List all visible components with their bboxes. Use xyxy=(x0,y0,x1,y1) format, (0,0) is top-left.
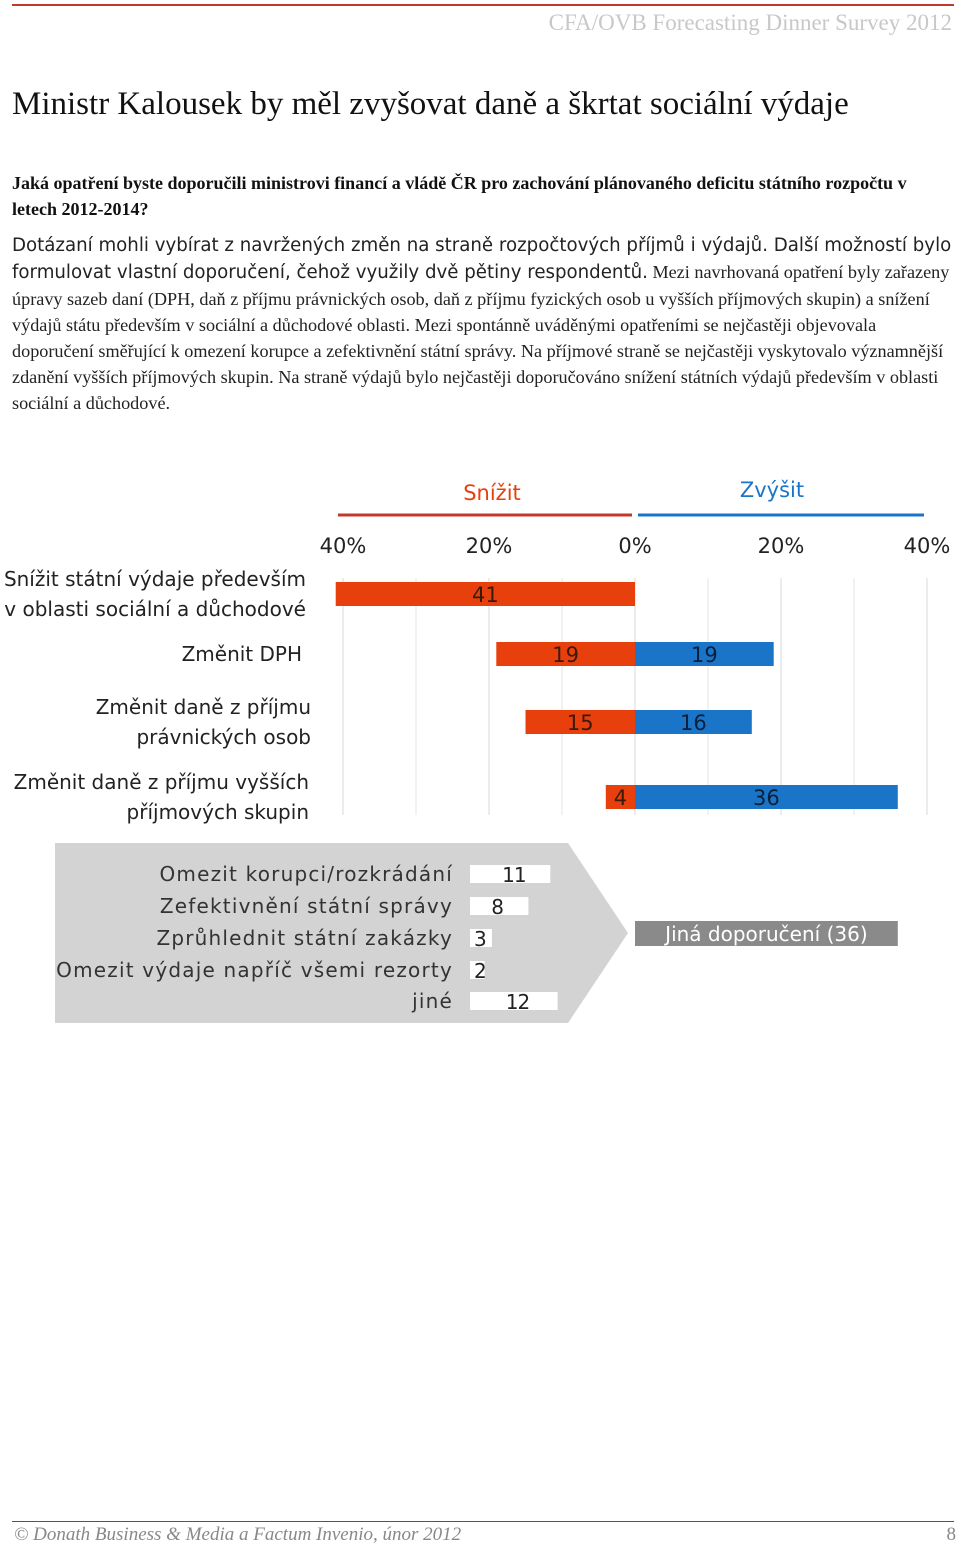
category-label: právnických osob xyxy=(136,725,311,749)
bar-decrease-value: 19 xyxy=(552,643,580,667)
category-label: příjmových skupin xyxy=(126,800,309,824)
diverging-bar-chart xyxy=(0,470,960,1030)
axis-tick-label: 40% xyxy=(319,534,367,558)
paragraph-body: Mezi navrhovaná opatření byly zařazeny úpravy sazeb daní (DPH, daň z příjmu právnických osob, daň z příjmu fyzických osob u vyšších příjmových skupin) a snížení výdajů státu především v sociální a důchodové oblasti. Mezi spontánně uváděnými opatřeními se nejčastěji objevovala doporučení směřující k omezení korupce a zefektivnění státní správy. Na příjmové straně se nejčastěji vyskytovalo významnější zdanění vyšších příjmových skupin. Na straně výdajů bylo nejčastěji doporučováno snížení státních výdajů především v oblasti sociální a důchodové. xyxy=(12,262,950,413)
bar-increase-value: 36 xyxy=(753,786,780,810)
header-rule xyxy=(12,4,954,6)
category-label: Změnit DPH xyxy=(181,642,302,666)
page-number: 8 xyxy=(946,1524,956,1545)
survey-question: Jaká opatření byste doporučili ministrovi financí a vládě ČR pro zachování plánovaného deficitu státního rozpočtu v letech 2012-2014? xyxy=(12,173,907,219)
other-item-value: 8 xyxy=(491,895,503,919)
page-title: Ministr Kalousek by měl zvyšovat daně a škrtat sociální výdaje xyxy=(12,86,849,122)
bar-decrease-value: 41 xyxy=(471,583,499,607)
axis-tick-label: 40% xyxy=(903,534,951,558)
footer-copyright: © Donath Business & Media a Factum Invenio, únor 2012 xyxy=(14,1524,462,1545)
paragraph-intro: Dotázaní mohli vybírat z navržených změn na straně rozpočtových příjmů i výdajů. Další možností bylo formulovat vlastní doporučení, čehož využily dvě pětiny respondentů. xyxy=(12,235,952,283)
bar-decrease-value: 4 xyxy=(613,786,628,810)
grid-layer xyxy=(343,578,927,815)
category-label: Změnit daně z příjmu xyxy=(95,695,311,719)
tick-layer xyxy=(320,534,951,558)
bar-increase-value: 16 xyxy=(680,711,707,735)
bar-layer xyxy=(336,582,898,810)
other-total-label: Jiná doporučení (36) xyxy=(665,922,868,946)
category-label: Snížit státní výdaje především xyxy=(3,567,306,591)
bar-decrease-value: 15 xyxy=(566,711,594,735)
other-item-label: Zprůhlednit státní zakázky xyxy=(156,926,453,950)
footer-rule xyxy=(12,1521,954,1522)
category-label: v oblasti sociální a důchodové xyxy=(4,597,306,621)
other-item-value: 3 xyxy=(474,927,486,951)
other-item-value: 2 xyxy=(474,959,486,983)
category-label: Změnit daně z příjmu vyšších xyxy=(13,770,309,794)
other-item-label: Omezit korupci/rozkrádání xyxy=(159,862,453,886)
group-label-decrease: Snížit xyxy=(463,481,521,505)
axis-tick-label: 20% xyxy=(757,534,805,558)
other-item-label: jiné xyxy=(412,989,453,1013)
category-label-layer xyxy=(4,567,311,824)
bar-increase-value: 19 xyxy=(690,643,718,667)
other-item-value: 11 xyxy=(502,863,526,887)
other-item-value: 12 xyxy=(505,990,530,1014)
axis-tick-label: 20% xyxy=(465,534,513,558)
axis-tick-label: 0% xyxy=(618,534,652,558)
description-paragraph xyxy=(12,232,956,416)
other-item-label: Omezit výdaje napříč všemi rezorty xyxy=(56,958,453,982)
group-label-increase: Zvýšit xyxy=(739,478,805,502)
other-item-label: Zefektivnění státní správy xyxy=(159,894,453,918)
header-title: CFA/OVB Forecasting Dinner Survey 2012 xyxy=(548,10,952,35)
